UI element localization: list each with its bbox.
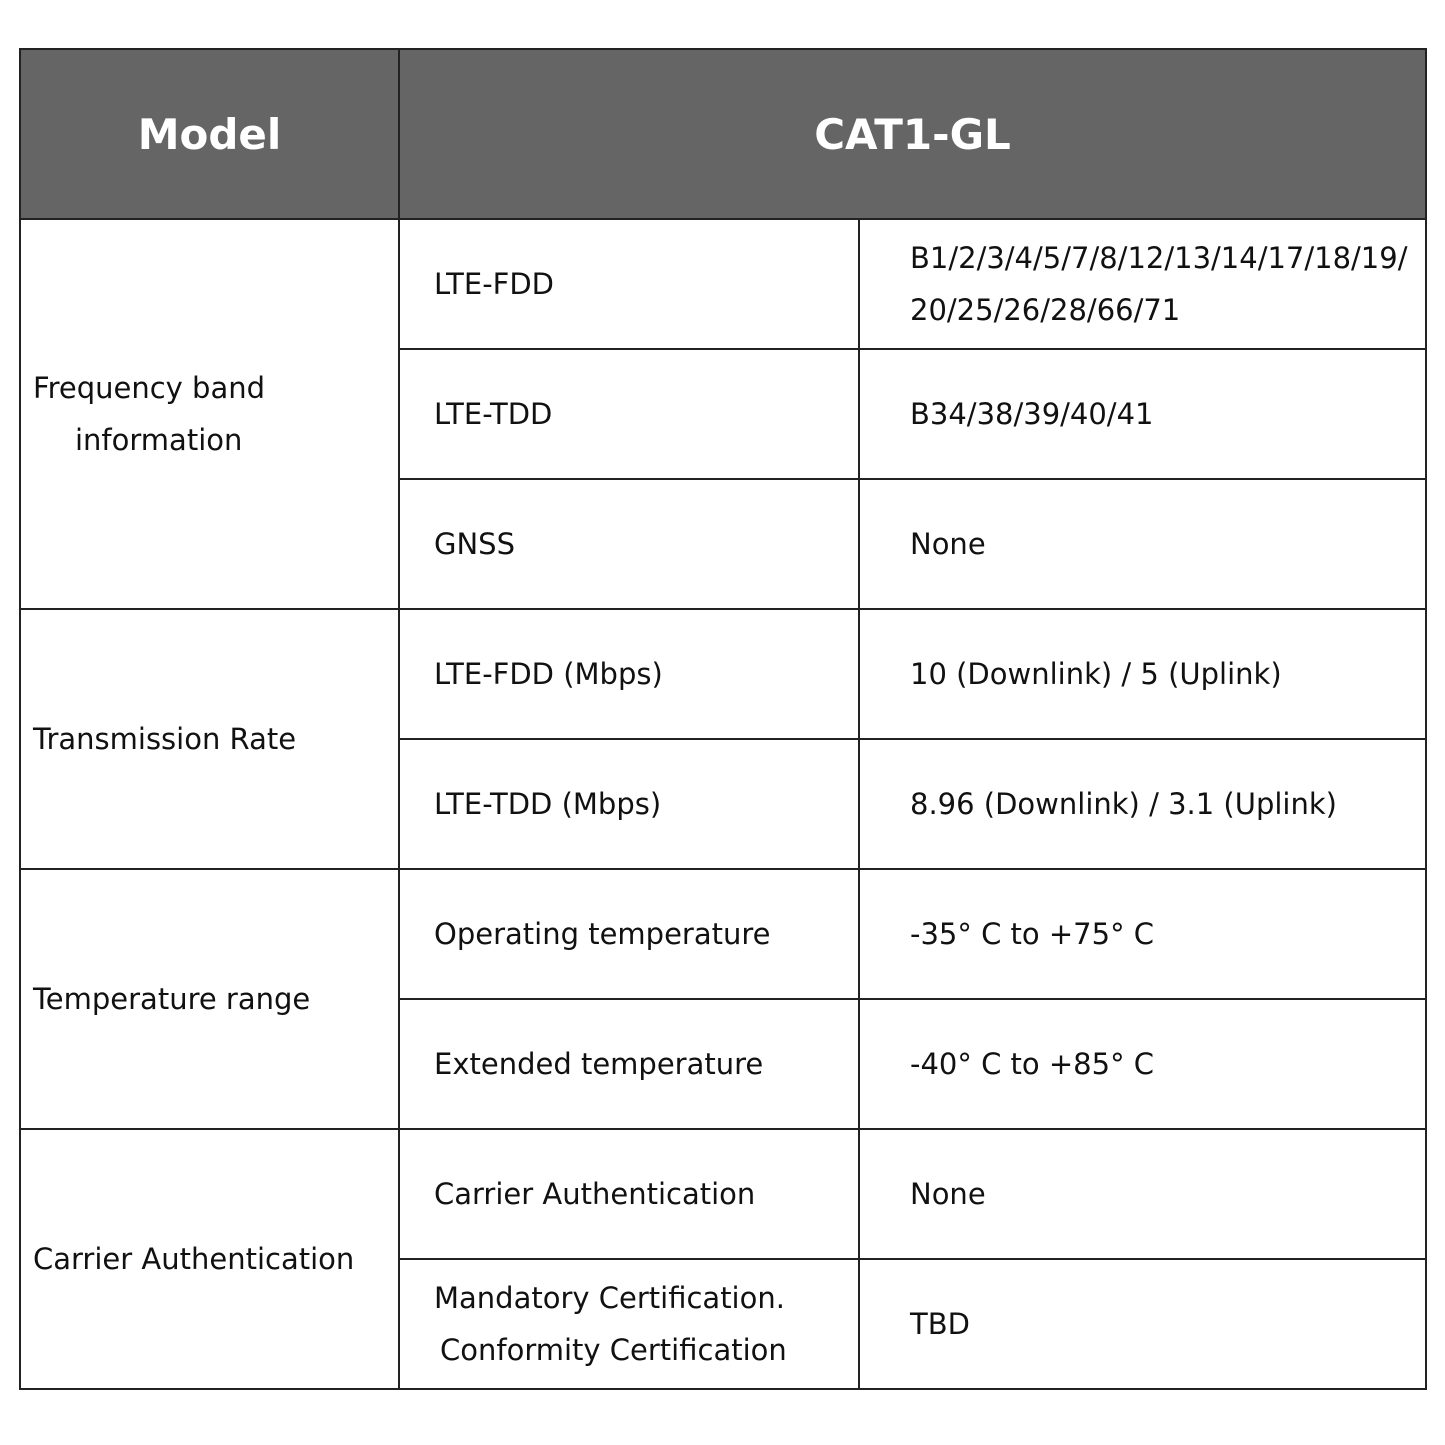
header-row xyxy=(20,49,1426,219)
spec-table xyxy=(19,48,1427,1390)
table-row xyxy=(20,1129,1426,1259)
value-cell: 8.96 (Downlink) / 3.1 (Uplink) xyxy=(859,739,1426,869)
param-cell: LTE-TDD (Mbps) xyxy=(399,739,859,869)
param-cell: LTE-TDD xyxy=(399,349,859,479)
param-line: Mandatory Certification. xyxy=(434,1281,785,1315)
param-line: Conformity Certification xyxy=(440,1333,787,1367)
table-row xyxy=(20,869,1426,999)
table-row xyxy=(20,219,1426,349)
value-line: B1/2/3/4/5/7/8/12/13/14/17/18/19/ xyxy=(910,241,1408,275)
value-cell: 10 (Downlink) / 5 (Uplink) xyxy=(859,609,1426,739)
category-temperature-range: Temperature range xyxy=(20,869,399,1129)
category-frequency-band xyxy=(20,219,399,609)
param-cell: GNSS xyxy=(399,479,859,609)
param-cell: Operating temperature xyxy=(399,869,859,999)
value-cell: -35° C to +75° C xyxy=(859,869,1426,999)
param-cell: LTE-FDD (Mbps) xyxy=(399,609,859,739)
value-cell: None xyxy=(859,1129,1426,1259)
param-cell: Extended temperature xyxy=(399,999,859,1129)
param-cell xyxy=(399,1259,859,1389)
value-line: 20/25/26/28/66/71 xyxy=(910,293,1181,327)
value-cell: -40° C to +85° C xyxy=(859,999,1426,1129)
param-cell: Carrier Authentication xyxy=(399,1129,859,1259)
value-cell xyxy=(859,219,1426,349)
model-header-label: Model xyxy=(20,49,399,219)
category-line: information xyxy=(75,423,243,457)
model-header-value: CAT1-GL xyxy=(399,49,1426,219)
value-cell: TBD xyxy=(859,1259,1426,1389)
value-cell: B34/38/39/40/41 xyxy=(859,349,1426,479)
param-cell: LTE-FDD xyxy=(399,219,859,349)
category-carrier-authentication: Carrier Authentication xyxy=(20,1129,399,1389)
category-transmission-rate: Transmission Rate xyxy=(20,609,399,869)
table-row xyxy=(20,609,1426,739)
category-line: Frequency band xyxy=(33,371,265,405)
value-cell: None xyxy=(859,479,1426,609)
